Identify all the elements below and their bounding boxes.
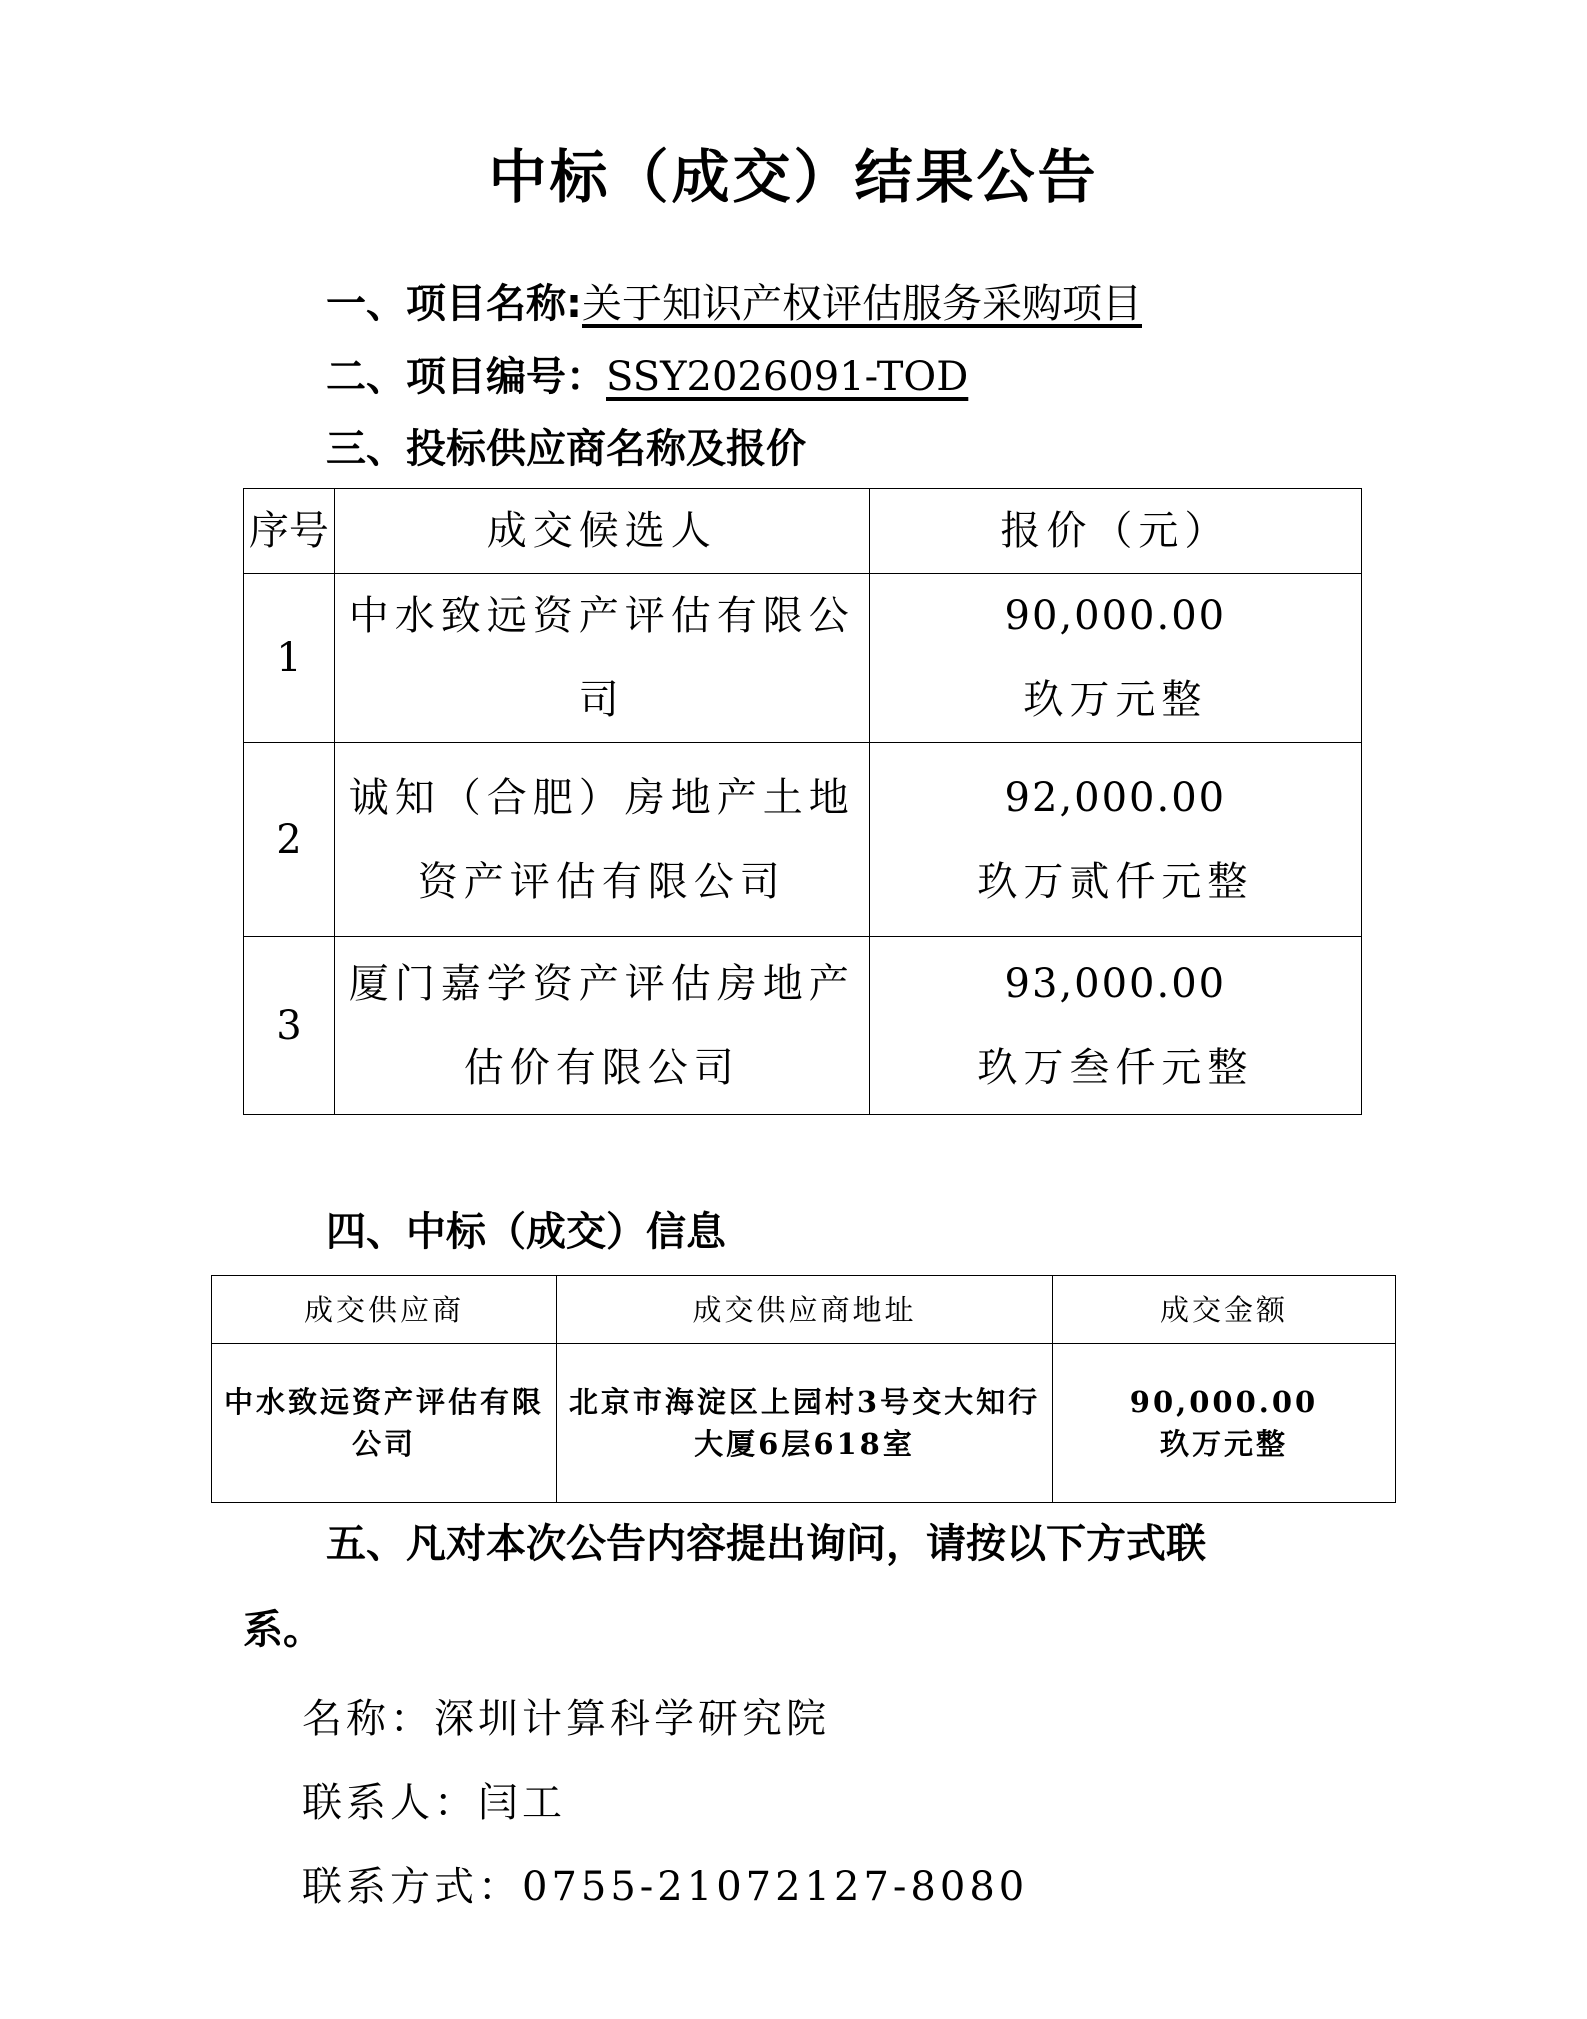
award-amount: 90,000.00: [1129, 1385, 1319, 1419]
row-price-cell: [869, 743, 1361, 937]
inquiry-heading-continued: 系。: [243, 1607, 323, 1653]
project-number-label: 二、项目编号：: [326, 354, 606, 400]
table-row: [244, 743, 1362, 937]
row-price-words: 玖万元整: [1023, 677, 1208, 723]
header-supplier: 成交供应商: [212, 1276, 557, 1344]
award-table: [211, 1275, 1396, 1503]
project-name-heading: [326, 272, 1142, 329]
contact-person: 联系人：闫工: [302, 1780, 566, 1826]
project-name-label: 一、项目名称:: [326, 281, 582, 327]
header-amount: 成交金额: [1053, 1276, 1396, 1344]
row-price: 92,000.00: [1004, 774, 1227, 821]
header-candidate: 成交候选人: [334, 489, 869, 574]
award-info-heading: 四、中标（成交）信息: [326, 1209, 726, 1255]
row-price-cell: [869, 574, 1361, 743]
row-price: 90,000.00: [1004, 593, 1227, 639]
contact-name: 名称：深圳计算科学研究院: [302, 1696, 830, 1742]
project-number-value: SSY2026091-TOD: [606, 354, 969, 400]
row-no: 1: [244, 574, 335, 743]
table-row: [244, 937, 1362, 1115]
row-candidate: 诚知（合肥）房地产土地资产评估有限公司: [334, 743, 869, 937]
project-number-heading: [326, 345, 968, 402]
row-candidate: 厦门嘉学资产评估房地产估价有限公司: [334, 937, 869, 1115]
page-title: 中标（成交）结果公告: [488, 143, 1099, 211]
row-no: 3: [244, 937, 335, 1115]
row-price-words: 玖万叁仟元整: [977, 1044, 1254, 1091]
row-candidate: 中水致远资产评估有限公司: [334, 574, 869, 743]
award-supplier: 中水致远资产评估有限公司: [212, 1344, 557, 1503]
table-row: [244, 574, 1362, 743]
award-amount-words: 玖万元整: [1159, 1427, 1288, 1461]
row-price: 93,000.00: [1004, 960, 1227, 1007]
row-price-cell: [869, 937, 1361, 1115]
header-price: 报价（元）: [869, 489, 1361, 574]
header-address: 成交供应商地址: [557, 1276, 1053, 1344]
row-no: 2: [244, 743, 335, 937]
contact-phone: 联系方式：0755-21072127-8080: [302, 1864, 1029, 1910]
award-table-header: [212, 1276, 1396, 1344]
header-no: 序号: [244, 489, 335, 574]
bids-table: [243, 488, 1362, 1115]
award-address: 北京市海淀区上园村3号交大知行大厦6层618室: [557, 1344, 1053, 1503]
row-price-words: 玖万贰仟元整: [977, 858, 1254, 905]
award-amount-cell: [1053, 1344, 1396, 1503]
bids-table-header: [244, 489, 1362, 574]
bidders-heading: 三、投标供应商名称及报价: [326, 426, 806, 472]
inquiry-heading: 五、凡对本次公告内容提出询问，请按以下方式联: [326, 1521, 1206, 1567]
table-row: [212, 1344, 1396, 1503]
project-name-value: 关于知识产权评估服务采购项目: [582, 281, 1142, 327]
